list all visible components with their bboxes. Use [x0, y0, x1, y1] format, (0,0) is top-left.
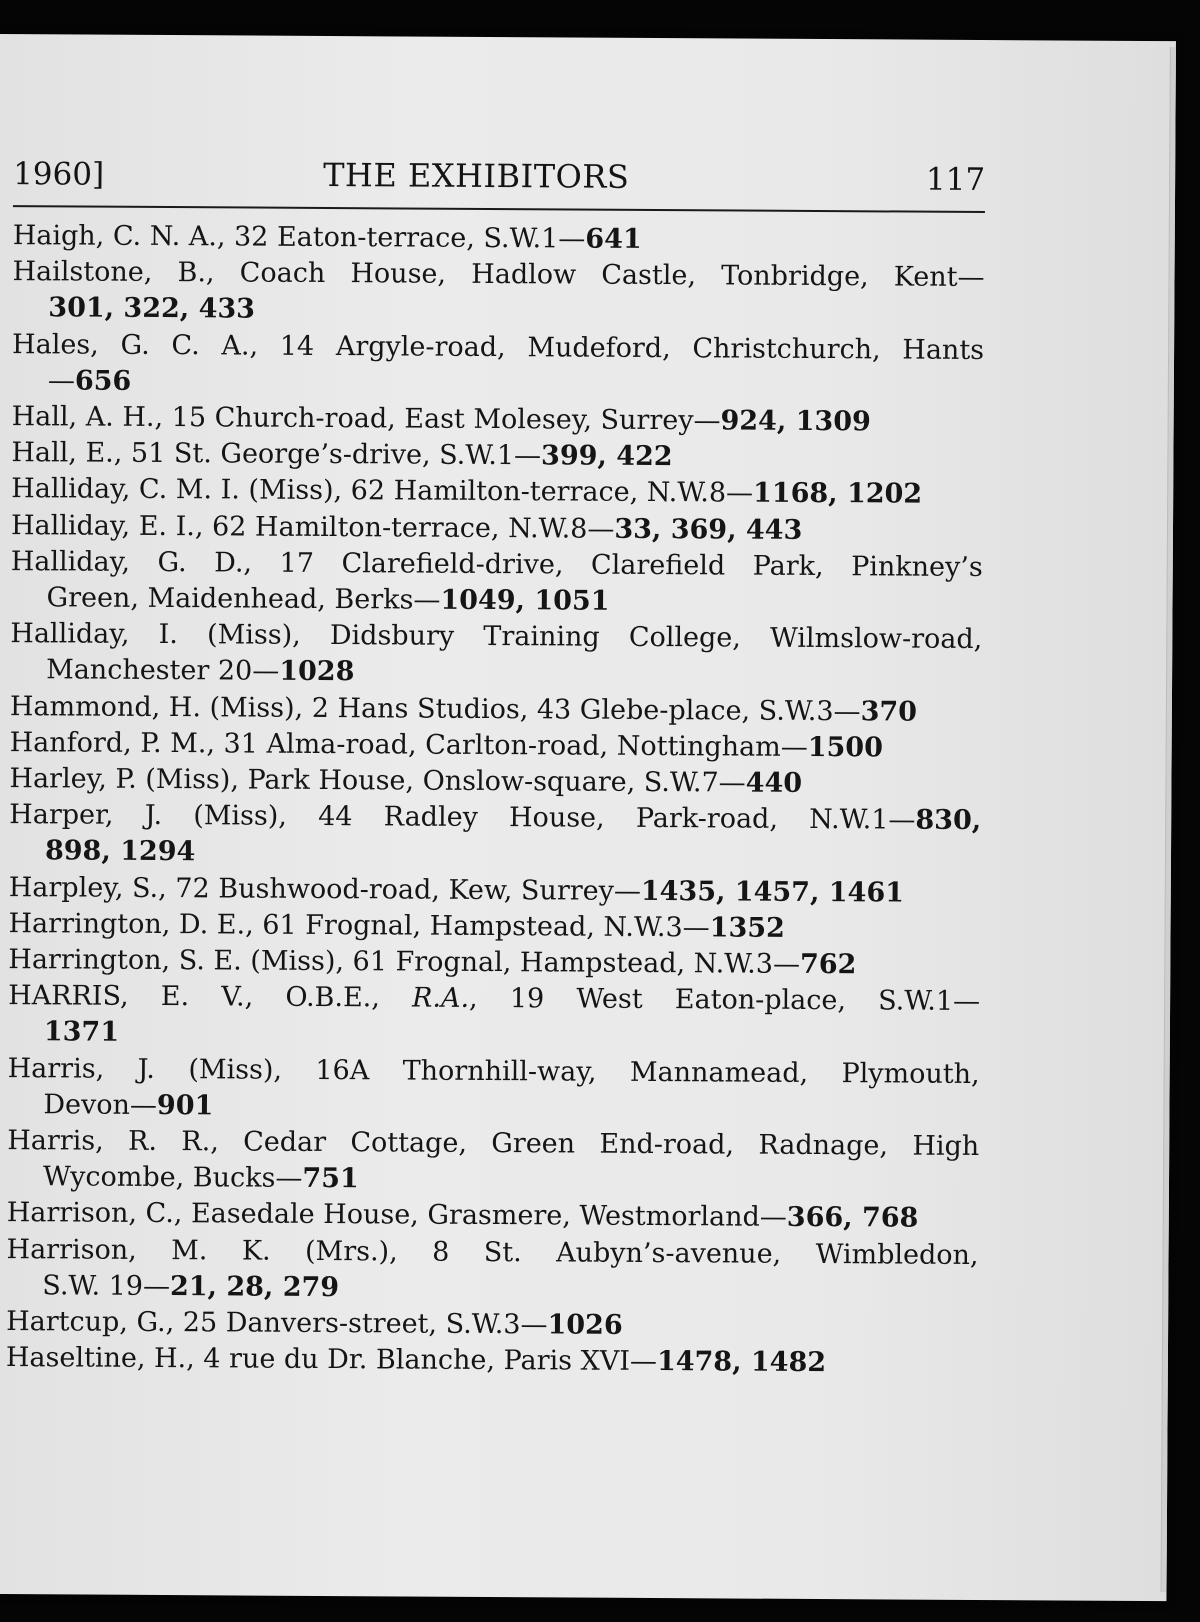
entry-text: Hailstone, B., Coach House, Hadlow Castle, Tonbridge, Kent—	[12, 256, 985, 294]
exhibitor-entry	[6, 1232, 978, 1310]
entry-line	[8, 978, 980, 1020]
entry-line	[10, 616, 982, 658]
entry-line	[11, 435, 983, 477]
catalogue-numbers: 33, 369, 443	[614, 513, 803, 546]
entry-line	[10, 725, 982, 767]
entry-line	[6, 1304, 978, 1346]
entry-text: Halliday, E. I., 62 Hamilton-terrace, N.W.8—	[10, 509, 615, 545]
entry-text: Hall, E., 51 St. George’s-drive, S.W.1—	[11, 437, 542, 472]
entry-text: Harrington, S. E. (Miss), 61 Frognal, Hampstead, N.W.3—	[8, 944, 801, 980]
entry-continuation-line	[8, 1015, 980, 1057]
exhibitor-entry	[12, 254, 984, 332]
entry-line	[9, 797, 981, 839]
running-head-year: 1960]	[13, 156, 105, 193]
exhibitor-entry	[10, 616, 982, 694]
entry-text: Halliday, I. (Miss), Didsbury Training College, Wilmslow-road,	[10, 618, 983, 656]
entry-text: Halliday, C. M. I. (Miss), 62 Hamilton-terrace, N.W.8—	[11, 473, 754, 510]
exhibitor-entry	[7, 1051, 979, 1129]
entry-text: HARRIS, E. V., O.B.E.,	[8, 980, 413, 1014]
entry-continuation-line	[10, 653, 982, 695]
running-head	[13, 144, 985, 200]
page-edge	[1161, 47, 1176, 1592]
entry-line	[6, 1232, 978, 1274]
catalogue-numbers: 1371	[43, 1016, 120, 1049]
entry-text: Hartcup, G., 25 Danvers-street, S.W.3—	[6, 1306, 548, 1341]
catalogue-numbers: 641	[585, 223, 642, 255]
catalogue-numbers: 901	[156, 1089, 214, 1122]
entry-text: Halliday, G. D., 17 Clarefield-drive, Clarefield Park, Pinkney’s	[10, 545, 983, 583]
catalogue-numbers: 301, 322, 433	[48, 292, 256, 325]
entry-line	[9, 870, 981, 912]
entry-text: Hanford, P. M., 31 Alma-road, Carlton-road, Nottingham—	[9, 726, 808, 763]
exhibitor-entry	[8, 978, 980, 1056]
exhibitor-entry	[10, 544, 982, 622]
catalogue-numbers: 1435, 1457, 1461	[640, 875, 905, 909]
entry-continuation-line	[7, 1087, 979, 1129]
entry-text: S.W. 19—	[42, 1270, 171, 1302]
entry-continuation-line	[12, 290, 984, 332]
exhibitor-entry	[7, 1123, 979, 1201]
exhibitor-entry	[9, 797, 981, 875]
entry-text: Harper, J. (Miss), 44 Radley House, Park-road, N.W.1—	[9, 799, 916, 836]
entry-text: Green, Maidenhead, Berks—	[46, 582, 441, 616]
catalogue-numbers: 1478, 1482	[656, 1346, 827, 1379]
entry-line	[8, 1051, 980, 1093]
exhibitor-list	[6, 218, 985, 1382]
entry-text: Harrison, M. K. (Mrs.), 8 St. Aubyn’s-avenue, Wimbledon,	[6, 1233, 979, 1271]
exhibitor-entry	[13, 218, 985, 260]
exhibitor-entry	[10, 725, 982, 767]
catalogue-numbers: 830,	[915, 804, 982, 837]
entry-text-after: , 19 West Eaton-place, S.W.1—	[468, 983, 981, 1018]
exhibitor-entry	[8, 942, 980, 984]
catalogue-numbers: 924, 1309	[720, 405, 871, 438]
entry-text: Hales, G. C. A., 14 Argyle-road, Mudeford, Christchurch, Hants	[12, 328, 985, 366]
entry-line	[10, 689, 982, 731]
page-number: 117	[925, 161, 986, 199]
catalogue-numbers: 370	[860, 695, 918, 728]
catalogue-numbers: 1500	[807, 731, 884, 764]
catalogue-numbers: 656	[74, 365, 132, 397]
entry-text: Harrison, C., Easedale House, Grasmere, Westmorland—	[6, 1197, 787, 1234]
exhibitor-entry	[12, 327, 984, 405]
exhibitor-entry	[6, 1340, 978, 1382]
catalogue-numbers: 751	[302, 1163, 359, 1195]
entry-continuation-line	[6, 1268, 978, 1310]
entry-line	[12, 327, 984, 369]
exhibitor-entry	[11, 471, 983, 513]
entry-line	[11, 508, 983, 550]
entry-text: Harpley, S., 72 Bushwood-road, Kew, Surrey—	[8, 871, 642, 907]
entry-line	[6, 1340, 978, 1382]
exhibitor-entry	[8, 906, 980, 948]
entry-line	[7, 1196, 979, 1238]
entry-text: —	[47, 365, 75, 397]
entry-honorific: R.A.	[411, 982, 470, 1015]
entry-line	[8, 942, 980, 984]
entry-line	[11, 544, 983, 586]
entry-text: Manchester 20—	[46, 654, 280, 688]
catalogue-numbers: 1028	[279, 656, 355, 688]
entry-text: Devon—	[43, 1089, 158, 1121]
entry-line	[12, 399, 984, 441]
entry-text: Hall, A. H., 15 Church-road, East Molesey, Surrey—	[11, 401, 721, 437]
entry-line	[11, 471, 983, 513]
catalogue-numbers: 366, 768	[786, 1202, 919, 1235]
entry-continuation-line	[9, 834, 981, 876]
entry-line	[8, 906, 980, 948]
catalogue-numbers: 1049, 1051	[440, 584, 610, 617]
entry-text: Haseltine, H., 4 rue du Dr. Blanche, Paris XVI—	[5, 1342, 658, 1378]
catalogue-numbers: 1026	[547, 1309, 623, 1341]
exhibitor-entry	[9, 761, 981, 803]
entry-line	[13, 218, 985, 260]
entry-text: Harley, P. (Miss), Park House, Onslow-square, S.W.7—	[9, 763, 746, 799]
exhibitor-entry	[10, 689, 982, 731]
entry-text: Wycombe, Bucks—	[42, 1161, 303, 1195]
catalogue-numbers: 1352	[709, 912, 785, 944]
catalogue-numbers: 399, 422	[540, 440, 673, 473]
book-page	[0, 34, 1176, 1601]
exhibitor-entry	[6, 1304, 978, 1346]
entry-continuation-line	[7, 1159, 979, 1201]
header-rule	[13, 205, 985, 213]
exhibitor-entry	[12, 399, 984, 441]
exhibitor-entry	[9, 870, 981, 912]
entry-line	[7, 1123, 979, 1165]
entry-continuation-line	[12, 363, 984, 405]
entry-line	[9, 761, 981, 803]
catalogue-numbers: 440	[745, 767, 803, 799]
running-head-title: THE EXHIBITORS	[323, 155, 630, 196]
entry-text: Harris, R. R., Cedar Cottage, Green End-road, Radnage, High	[7, 1125, 980, 1163]
exhibitor-entry	[7, 1196, 979, 1238]
entry-continuation-line	[10, 580, 982, 622]
entry-text: Haigh, C. N. A., 32 Eaton-terrace, S.W.1—	[12, 220, 586, 255]
catalogue-numbers: 762	[799, 948, 857, 981]
entry-text: Harrington, D. E., 61 Frognal, Hampstead, N.W.3—	[8, 907, 710, 944]
entry-text: Hammond, H. (Miss), 2 Hans Studios, 43 Glebe-place, S.W.3—	[9, 690, 861, 727]
catalogue-numbers: 1168, 1202	[752, 478, 923, 511]
catalogue-numbers: 898, 1294	[44, 835, 196, 868]
catalogue-numbers: 21, 28, 279	[169, 1270, 340, 1303]
exhibitor-entry	[11, 508, 983, 550]
entry-text: Harris, J. (Miss), 16A Thornhill-way, Mannamead, Plymouth,	[7, 1052, 980, 1090]
entry-line	[12, 254, 984, 296]
exhibitor-entry	[11, 435, 983, 477]
